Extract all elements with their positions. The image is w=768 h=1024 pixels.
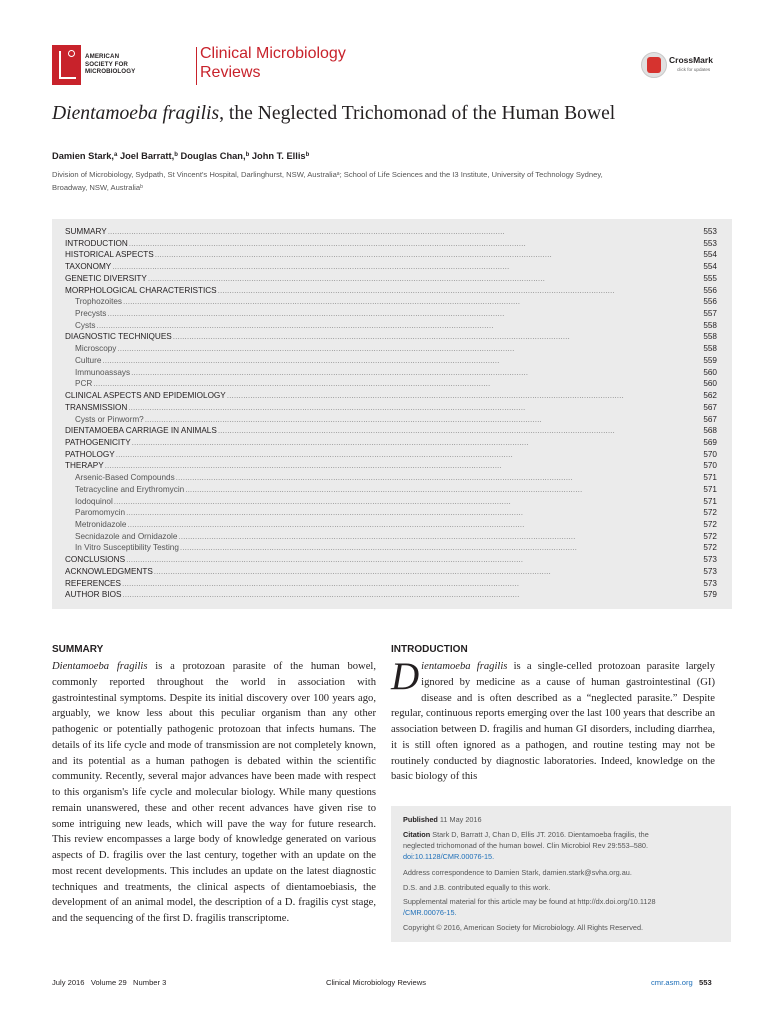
toc-entry[interactable]: [65, 226, 717, 238]
crossmark-sublabel: click for updates: [677, 67, 711, 72]
toc-entry-label: AUTHOR BIOS: [65, 590, 122, 600]
toc-entry[interactable]: [65, 437, 717, 449]
toc-entry[interactable]: [65, 542, 717, 554]
toc-entry-label: DIENTAMOEBA CARRIAGE IN ANIMALS: [65, 426, 217, 436]
toc-entry-page: 571: [703, 496, 717, 506]
toc-leader-dots: [108, 226, 703, 238]
summary-text: Dientamoeba fragilis is a protozoan parasite of the human bowel, commonly reported throughout the world in association with gastrointestinal symptoms. Despite its initial discovery over 100 years ago, arguably, we know less about this peculiar organism than any other pathogenic or potentially pathogenic protozoan that infects humans. The details of its life cycle and mode of transmission are not completely known, and its potential as a human pathogen is debated within the scientific community. Recently, several major advances have been made with respect to this organism's life cycle and molecular biology. While many questions remain unanswered, these and other recent advances have given rise to some intriguing new leads, which will pave the way for future research. This review encompasses a large body of knowledge generated on various aspects of D. fragilis over the last century, together with an update on the most recent developments. This includes an update on the latest diagnostic techniques and treatments, the clinical aspects of dientamoebiasis, the development of an animal model, the description of a D. fragilis cyst stage, and the sequencing of the first D. fragilis transcriptome.: [52, 661, 376, 924]
copyright-line: Copyright © 2016, American Society for Microbiology. All Rights Reserved.: [403, 923, 644, 932]
toc-entry-label: DIAGNOSTIC TECHNIQUES: [65, 332, 172, 342]
supplemental-link[interactable]: /CMR.00076-15.: [403, 908, 457, 917]
toc-entry-label: REFERENCES: [65, 578, 121, 588]
toc-entry[interactable]: [65, 578, 717, 590]
toc-entry[interactable]: [65, 496, 717, 508]
toc-entry-label: Culture: [75, 355, 102, 365]
toc-entry-label: PATHOLOGY: [65, 449, 115, 459]
toc-leader-dots: [176, 472, 703, 484]
toc-entry[interactable]: [65, 507, 717, 519]
toc-entry[interactable]: [65, 367, 717, 379]
toc-entry[interactable]: [65, 402, 717, 414]
toc-entry[interactable]: [65, 390, 717, 402]
toc-entry-label: Arsenic-Based Compounds: [75, 473, 175, 483]
toc-entry-label: ACKNOWLEDGMENTS: [65, 566, 153, 576]
toc-leader-dots: [114, 496, 703, 508]
toc-leader-dots: [127, 519, 702, 531]
toc-entry-page: 553: [703, 238, 717, 248]
toc-entry-page: 556: [703, 285, 717, 295]
toc-entry[interactable]: [65, 460, 717, 472]
toc-entry[interactable]: [65, 449, 717, 461]
toc-entry[interactable]: [65, 414, 717, 426]
toc-entry-page: 579: [703, 590, 717, 600]
toc-entry[interactable]: [65, 589, 717, 601]
toc-leader-dots: [173, 331, 703, 343]
toc-leader-dots: [218, 285, 703, 297]
toc-leader-dots: [180, 542, 702, 554]
toc-leader-dots: [185, 484, 702, 496]
author-list: Damien Stark,$^a$ Joel Barratt,$^b$ Douglas Chan,$^b$ John T. Ellis$^b$: [52, 151, 310, 161]
summary-heading: SUMMARY: [52, 644, 104, 655]
toc-entry[interactable]: [65, 355, 717, 367]
toc-entry-page: 558: [703, 332, 717, 342]
toc-entry-page: 570: [703, 461, 717, 471]
toc-entry[interactable]: [65, 320, 717, 332]
toc-entry-label: PATHOGENICITY: [65, 437, 131, 447]
author-name: Douglas Chan,: [180, 151, 246, 161]
crossmark-label: CrossMark: [669, 55, 713, 65]
toc-entry-page: 559: [703, 355, 717, 365]
toc-leader-dots: [178, 531, 702, 543]
toc-entry-page: 555: [703, 273, 717, 283]
toc-entry[interactable]: [65, 472, 717, 484]
footer-journal: Clinical Microbiology Reviews: [326, 978, 427, 987]
toc-entry-page: 568: [703, 426, 717, 436]
journal-name-line2: Reviews: [200, 64, 261, 81]
toc-entry-page: 554: [703, 250, 717, 260]
toc-entry-page: 553: [703, 227, 717, 236]
toc-entry-page: 573: [703, 555, 717, 565]
article-title: Dientamoeba fragilis, the Neglected Trichomonad of the Human Bowel: [52, 103, 616, 124]
footer-page-number: 553: [699, 978, 712, 987]
toc-leader-dots: [126, 507, 702, 519]
introduction-text: Dientamoeba fragilis is a single-celled protozoan parasite largely ignored by medicine as a cause of human gastrointestinal (GI) disease and is often described as a “neglected parasite.” Despite regular, continuous reports emerging over the last 100 years that describe an association between D. fragilis and human GI disorders, including diarrhea, it is still often ignored as a pathogen, and routine testing may not be routinely conducted by diagnostic laboratories. Indeed, knowledge on the basic biology of this: [391, 655, 715, 783]
toc-entry-page: 556: [703, 297, 717, 307]
toc-leader-dots: [123, 296, 702, 308]
toc-entry-label: Cysts: [75, 320, 96, 330]
asm-logo-icon: [52, 45, 81, 85]
toc-entry-page: 572: [703, 531, 717, 541]
author-name: Joel Barratt,: [119, 151, 175, 161]
toc-entry-label: CLINICAL ASPECTS AND EPIDEMIOLOGY: [65, 391, 226, 401]
crossmark-badge[interactable]: [641, 52, 731, 78]
toc-entry-label: Trophozoites: [75, 297, 123, 307]
society-name: AMERICAN SOCIETY FOR MICROBIOLOGY: [85, 53, 136, 76]
toc-entry[interactable]: [65, 238, 717, 250]
toc-entry-label: Microscopy: [75, 344, 117, 354]
toc-entry-label: INTRODUCTION: [65, 238, 128, 248]
toc-leader-dots: [126, 554, 702, 566]
toc-entry[interactable]: [65, 566, 717, 578]
toc-leader-dots: [227, 390, 703, 402]
toc-entry-page: 572: [703, 508, 717, 518]
toc-entry-page: 554: [703, 262, 717, 272]
toc-leader-dots: [154, 566, 703, 578]
toc-entry-label: TRANSMISSION: [65, 402, 128, 412]
toc-leader-dots: [105, 460, 703, 472]
crossmark-icon: [641, 52, 667, 78]
toc-entry-page: 572: [703, 519, 717, 529]
toc-entry-page: 558: [703, 344, 717, 354]
toc-leader-dots: [145, 414, 703, 426]
toc-leader-dots: [96, 320, 702, 332]
toc-entry-label: MORPHOLOGICAL CHARACTERISTICS: [65, 285, 217, 295]
toc-entry-page: 573: [703, 578, 717, 588]
toc-entry-page: 558: [703, 320, 717, 330]
toc-entry[interactable]: [65, 531, 717, 543]
toc-entry-label: Iodoquinol: [75, 496, 113, 506]
article-info-box: [391, 806, 731, 942]
toc-entry-page: 573: [703, 566, 717, 576]
toc-entry-page: 570: [703, 449, 717, 459]
toc-entry-page: 557: [703, 309, 717, 319]
toc-entry-label: GENETIC DIVERSITY: [65, 273, 147, 283]
toc-entry[interactable]: [65, 331, 717, 343]
toc-entry-page: 562: [703, 391, 717, 401]
toc-leader-dots: [122, 589, 702, 601]
toc-entry-page: 571: [703, 473, 717, 483]
toc-entry-label: THERAPY: [65, 461, 104, 471]
citation-line: Citation Stark D, Barratt J, Chan D, Ellis JT. 2016. Dientamoeba fragilis, the: [403, 830, 649, 839]
toc-entry[interactable]: [65, 519, 717, 531]
toc-entry-page: 560: [703, 379, 717, 389]
published-line: Published 11 May 2016: [403, 815, 482, 824]
toc-entry-page: 567: [703, 414, 717, 424]
toc-entry[interactable]: [65, 484, 717, 496]
author-name: John T. Ellis: [251, 151, 306, 161]
toc-leader-dots: [93, 378, 702, 390]
toc-entry-label: Precysts: [75, 309, 107, 319]
toc-entry[interactable]: [65, 296, 717, 308]
toc-leader-dots: [107, 308, 702, 320]
toc-leader-dots: [117, 343, 702, 355]
toc-leader-dots: [132, 437, 703, 449]
toc-entry[interactable]: [65, 285, 717, 297]
supplemental-line: Supplemental material for this article may be found at http://dx.doi.org/10.1128: [403, 897, 656, 906]
toc-entry-label: Metronidazole: [75, 519, 127, 529]
toc-entry-label: CONCLUSIONS: [65, 555, 126, 565]
toc-entry[interactable]: [65, 273, 717, 285]
toc-leader-dots: [129, 238, 703, 250]
equal-contribution-line: D.S. and J.B. contributed equally to this work.: [403, 883, 551, 892]
table-of-contents: [52, 219, 732, 609]
toc-entry-label: PCR: [75, 379, 93, 389]
author-affiliations: Division of Microbiology, Sydpath, St Vincent's Hospital, Darlinghurst, NSW, Australia$^a$; School of Life Sciences and the I3 Institute, University of Technology Sydney, Broadway, NSW, Australia$^b$: [52, 170, 603, 192]
toc-entry-page: 569: [703, 437, 717, 447]
toc-entry[interactable]: [65, 425, 717, 437]
toc-leader-dots: [131, 367, 702, 379]
toc-entry-label: TAXONOMY: [65, 262, 112, 272]
toc-entry[interactable]: [65, 343, 717, 355]
toc-leader-dots: [112, 261, 702, 273]
journal-name-line1: Clinical Microbiology: [200, 45, 346, 62]
toc-list: [65, 226, 717, 601]
toc-leader-dots: [155, 249, 703, 261]
toc-entry[interactable]: [65, 261, 717, 273]
toc-leader-dots: [122, 578, 702, 590]
toc-leader-dots: [218, 425, 703, 437]
correspondence-line: Address correspondence to Damien Stark, damien.stark@svha.org.au.: [403, 868, 632, 877]
toc-entry-label: Tetracycline and Erythromycin: [75, 484, 185, 494]
toc-entry-label: Paromomycin: [75, 508, 126, 518]
toc-entry[interactable]: [65, 308, 717, 320]
toc-entry-label: Secnidazole and Ornidazole: [75, 531, 178, 541]
toc-leader-dots: [128, 402, 702, 414]
toc-entry-label: In Vitro Susceptibility Testing: [75, 543, 179, 553]
citation-line-2: neglected trichomonad of the human bowel. Clin Microbiol Rev 29:553–580.: [403, 841, 648, 850]
toc-entry[interactable]: [65, 378, 717, 390]
toc-leader-dots: [102, 355, 702, 367]
toc-entry-label: HISTORICAL ASPECTS: [65, 250, 154, 260]
toc-entry-page: 567: [703, 402, 717, 412]
author-name: Damien Stark,: [52, 151, 115, 161]
introduction-heading: INTRODUCTION: [391, 644, 468, 655]
toc-entry[interactable]: [65, 554, 717, 566]
footer-issue: July 2016 Volume 29 Number 3: [52, 978, 167, 987]
toc-leader-dots: [116, 449, 703, 461]
toc-entry[interactable]: [65, 249, 717, 261]
toc-entry-label: Cysts or Pinworm?: [75, 414, 144, 424]
toc-entry-page: 572: [703, 543, 717, 553]
toc-entry-label: Immunoassays: [75, 367, 131, 377]
toc-entry-label: SUMMARY: [65, 227, 107, 236]
toc-entry-page: 560: [703, 367, 717, 377]
drop-cap: D: [391, 655, 420, 698]
toc-entry-page: 571: [703, 484, 717, 494]
toc-leader-dots: [148, 273, 702, 285]
journal-logo: [52, 45, 346, 87]
citation-doi-link[interactable]: doi:10.1128/CMR.00076-15.: [403, 852, 495, 861]
footer-url-link[interactable]: cmr.asm.org: [651, 978, 693, 987]
